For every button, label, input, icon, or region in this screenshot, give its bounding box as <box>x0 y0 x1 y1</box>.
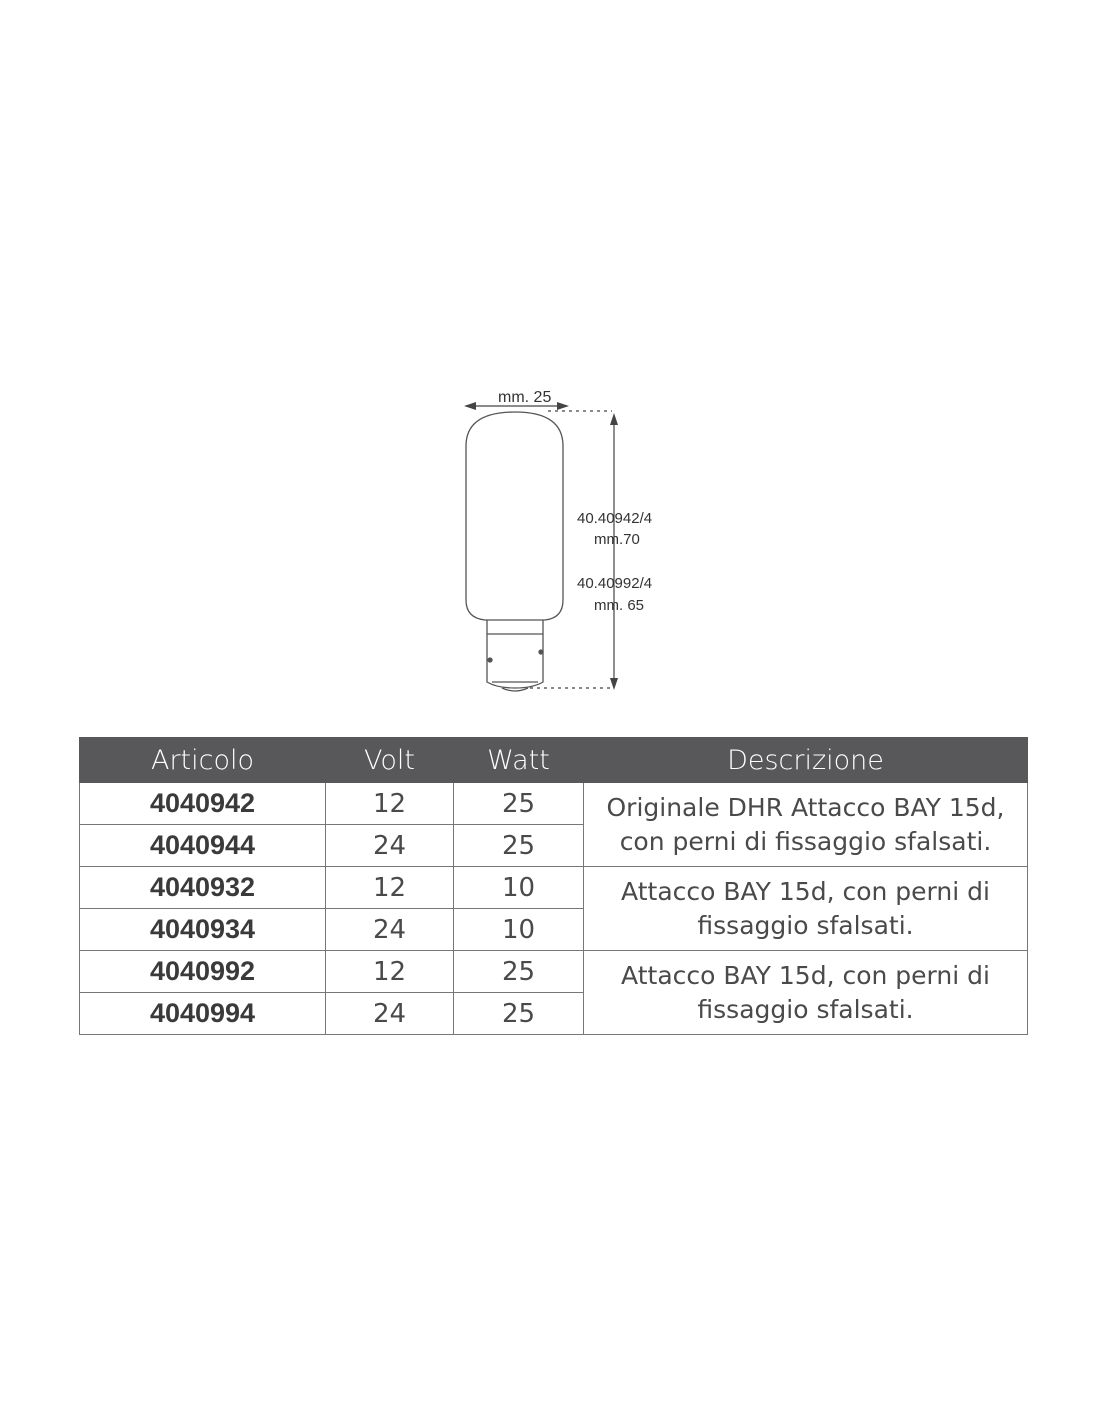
variant-b-length: mm. 65 <box>594 597 645 614</box>
cell-articolo: 4040932 <box>80 867 326 909</box>
cell-articolo: 4040994 <box>80 993 326 1035</box>
cell-watt: 10 <box>454 867 584 909</box>
cell-watt: 10 <box>454 909 584 951</box>
bulb-base <box>487 620 543 691</box>
cell-volt: 24 <box>326 993 454 1035</box>
cell-descrizione <box>584 951 1028 1035</box>
cell-volt: 24 <box>326 825 454 867</box>
cell-volt: 12 <box>326 951 454 993</box>
descrizione-line: con perni di fissaggio sfalsati. <box>619 826 992 856</box>
header-articolo: Articolo <box>80 738 326 783</box>
cell-articolo: 4040934 <box>80 909 326 951</box>
cell-watt: 25 <box>454 993 584 1035</box>
header-volt: Volt <box>326 738 454 783</box>
cell-watt: 25 <box>454 783 584 825</box>
descrizione-line: Attacco BAY 15d, con perni di <box>621 876 990 906</box>
variant-a-code: 40.40942/4 <box>577 510 653 527</box>
header-descrizione: Descrizione <box>584 738 1028 783</box>
cell-articolo: 4040992 <box>80 951 326 993</box>
cell-volt: 24 <box>326 909 454 951</box>
variant-a-length: mm.70 <box>594 531 640 548</box>
descrizione-line: fissaggio sfalsati. <box>697 994 914 1024</box>
cell-descrizione <box>584 783 1028 867</box>
cell-volt: 12 <box>326 783 454 825</box>
table-row <box>80 951 1028 993</box>
variant-b-code: 40.40992/4 <box>577 575 653 592</box>
width-label: mm. 25 <box>498 389 552 406</box>
descrizione-line: Attacco BAY 15d, con perni di <box>621 960 990 990</box>
cell-descrizione <box>584 867 1028 951</box>
table-row <box>80 783 1028 825</box>
table-header-row <box>80 738 1028 783</box>
bulb-outline <box>466 412 563 620</box>
cell-articolo: 4040944 <box>80 825 326 867</box>
descrizione-line: fissaggio sfalsati. <box>697 910 914 940</box>
header-watt: Watt <box>454 738 584 783</box>
cell-watt: 25 <box>454 951 584 993</box>
descrizione-line: Originale DHR Attacco BAY 15d, <box>606 792 1005 822</box>
table-row <box>80 867 1028 909</box>
cell-volt: 12 <box>326 867 454 909</box>
spec-table <box>79 737 1028 1035</box>
cell-articolo: 4040942 <box>80 783 326 825</box>
cell-watt: 25 <box>454 825 584 867</box>
